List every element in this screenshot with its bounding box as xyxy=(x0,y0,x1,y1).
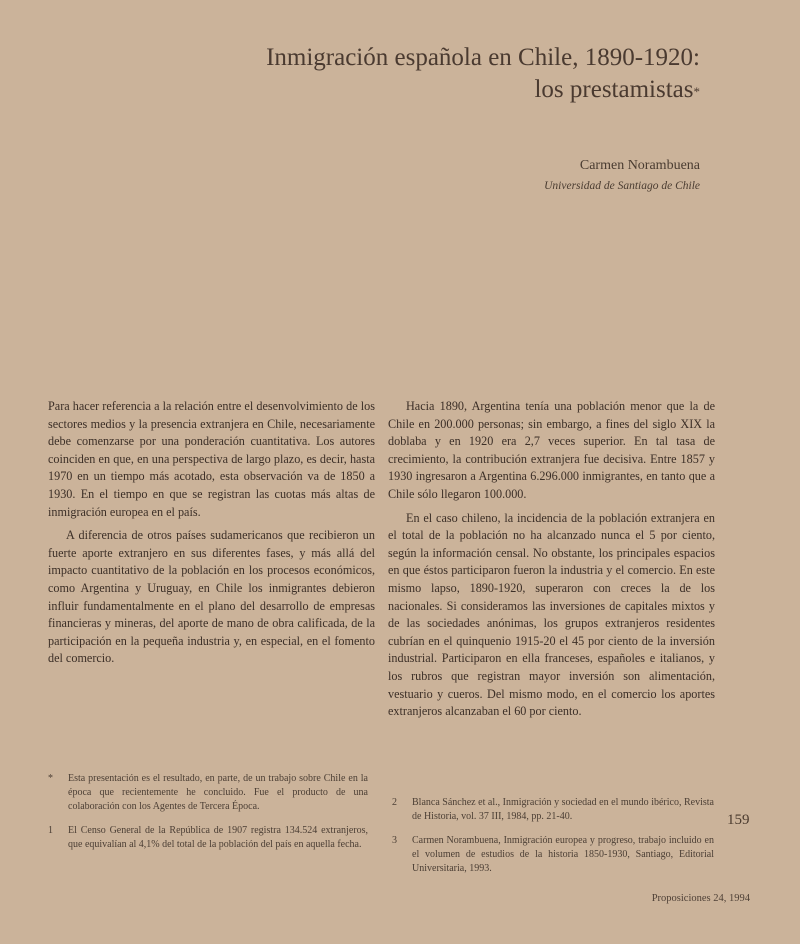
body-column-left xyxy=(48,398,375,674)
footnote-text: El Censo General de la República de 1907 registra 134.524 extranjeros, que equivalían al 4,1% del total de la población del país en aquella fecha. xyxy=(68,825,368,850)
footnote-mark: 3 xyxy=(392,835,397,846)
footnote-mark: 1 xyxy=(48,825,53,836)
footnote xyxy=(392,796,714,824)
footnote-mark: 2 xyxy=(392,797,397,808)
title-line-1: Inmigración española en Chile, 1890-1920: xyxy=(266,44,700,71)
footnote xyxy=(48,772,368,814)
footnotes-right xyxy=(392,796,714,886)
footnote xyxy=(392,834,714,876)
body-column-right xyxy=(388,398,715,727)
footnotes-left xyxy=(48,772,368,862)
article-title xyxy=(140,42,700,106)
footnote-text: Carmen Norambuena, Inmigración europea y progreso, trabajo incluido en el volumen de estudios de la historia 1850-1930, Santiago, Editorial Universitaria, 1993. xyxy=(412,835,714,874)
body-paragraph: Para hacer referencia a la relación entre el desenvolvimiento de los sectores medios y la presencia extranjera en Chile, necesariamente debe comenzarse por una ponderación cuantitativa. Los autores coinciden en que, en una perspectiva de largo plazo, es decir, hasta 1970 en un tiempo más acotado, esta observación va de 1850 a 1930. En el tiempo en que se registran las cuotas más altas de inmigración europea en el país. xyxy=(48,399,375,519)
title-footnote-mark: * xyxy=(693,84,700,99)
body-paragraph: En el caso chileno, la incidencia de la población extranjera en el total de la población no ha alcanzado nunca el 5 por ciento, según la información censal. No obstante, los principales espacios en que éstos participaron fueron la industria y el comercio. En este mismo lapso, 1890-1920, superaron con creces la de los nacionales. Si consideramos las inversiones de capitales mixtos y de las sociedades anónimas, los grupos extranjeros residentes cubrían en el quinquenio 1915-20 el 45 por ciento de la inversión industrial. Participaron en ella franceses, españoles e italianos, y los rubros que registran mayor inversión son alimentación, vestuario y cueros. Del mismo modo, en el comercio los aportes extranjeros alcanzaban el 60 por ciento. xyxy=(388,510,715,719)
footnote-text: Esta presentación es el resultado, en parte, de un trabajo sobre Chile en la época que recientemente he concluido. Fue el producto de una colaboración con los Agentes de Tercera Época. xyxy=(68,773,368,812)
body-paragraph: A diferencia de otros países sudamericanos que recibieron un fuerte aporte extranjero en sus diferentes fases, y más allá del impacto cuantitativo de la población en los procesos económicos, como Argentina y Uruguay, en Chile los inmigrantes debieron influir fundamentalmente en el plano del desarrollo de empresas financieras y mineras, del aporte de mano de obra calificada, de la participación en la pequeña industria y, en especial, en el fomento del comercio. xyxy=(48,528,375,666)
footnote-mark: * xyxy=(48,773,53,784)
journal-footer: Proposiciones 24, 1994 xyxy=(651,893,750,904)
page-number: 159 xyxy=(727,812,750,828)
title-line-2 xyxy=(140,74,700,106)
title-line-2-text: los prestamistas xyxy=(534,76,694,103)
body-paragraph: Hacia 1890, Argentina tenía una población menor que la de Chile en 200.000 personas; sin embargo, a fines del siglo XIX la doblaba y en 1920 era 2,7 veces superior. En tal tasa de crecimiento, la contribución extranjera fue decisiva. Entre 1857 y 1930 ingresaron a Argentina 6.296.000 inmigrantes, en tanto que a Chile sólo llegaron 100.000. xyxy=(388,399,715,501)
author-name: Carmen Norambuena xyxy=(579,158,700,173)
author-block xyxy=(544,156,700,196)
footnote-text: Blanca Sánchez et al., Inmigración y sociedad en el mundo ibérico, Revista de Historia, vol. 37 III, 1984, pp. 21-40. xyxy=(412,797,714,822)
footnote xyxy=(48,824,368,852)
author-affiliation: Universidad de Santiago de Chile xyxy=(544,180,700,192)
